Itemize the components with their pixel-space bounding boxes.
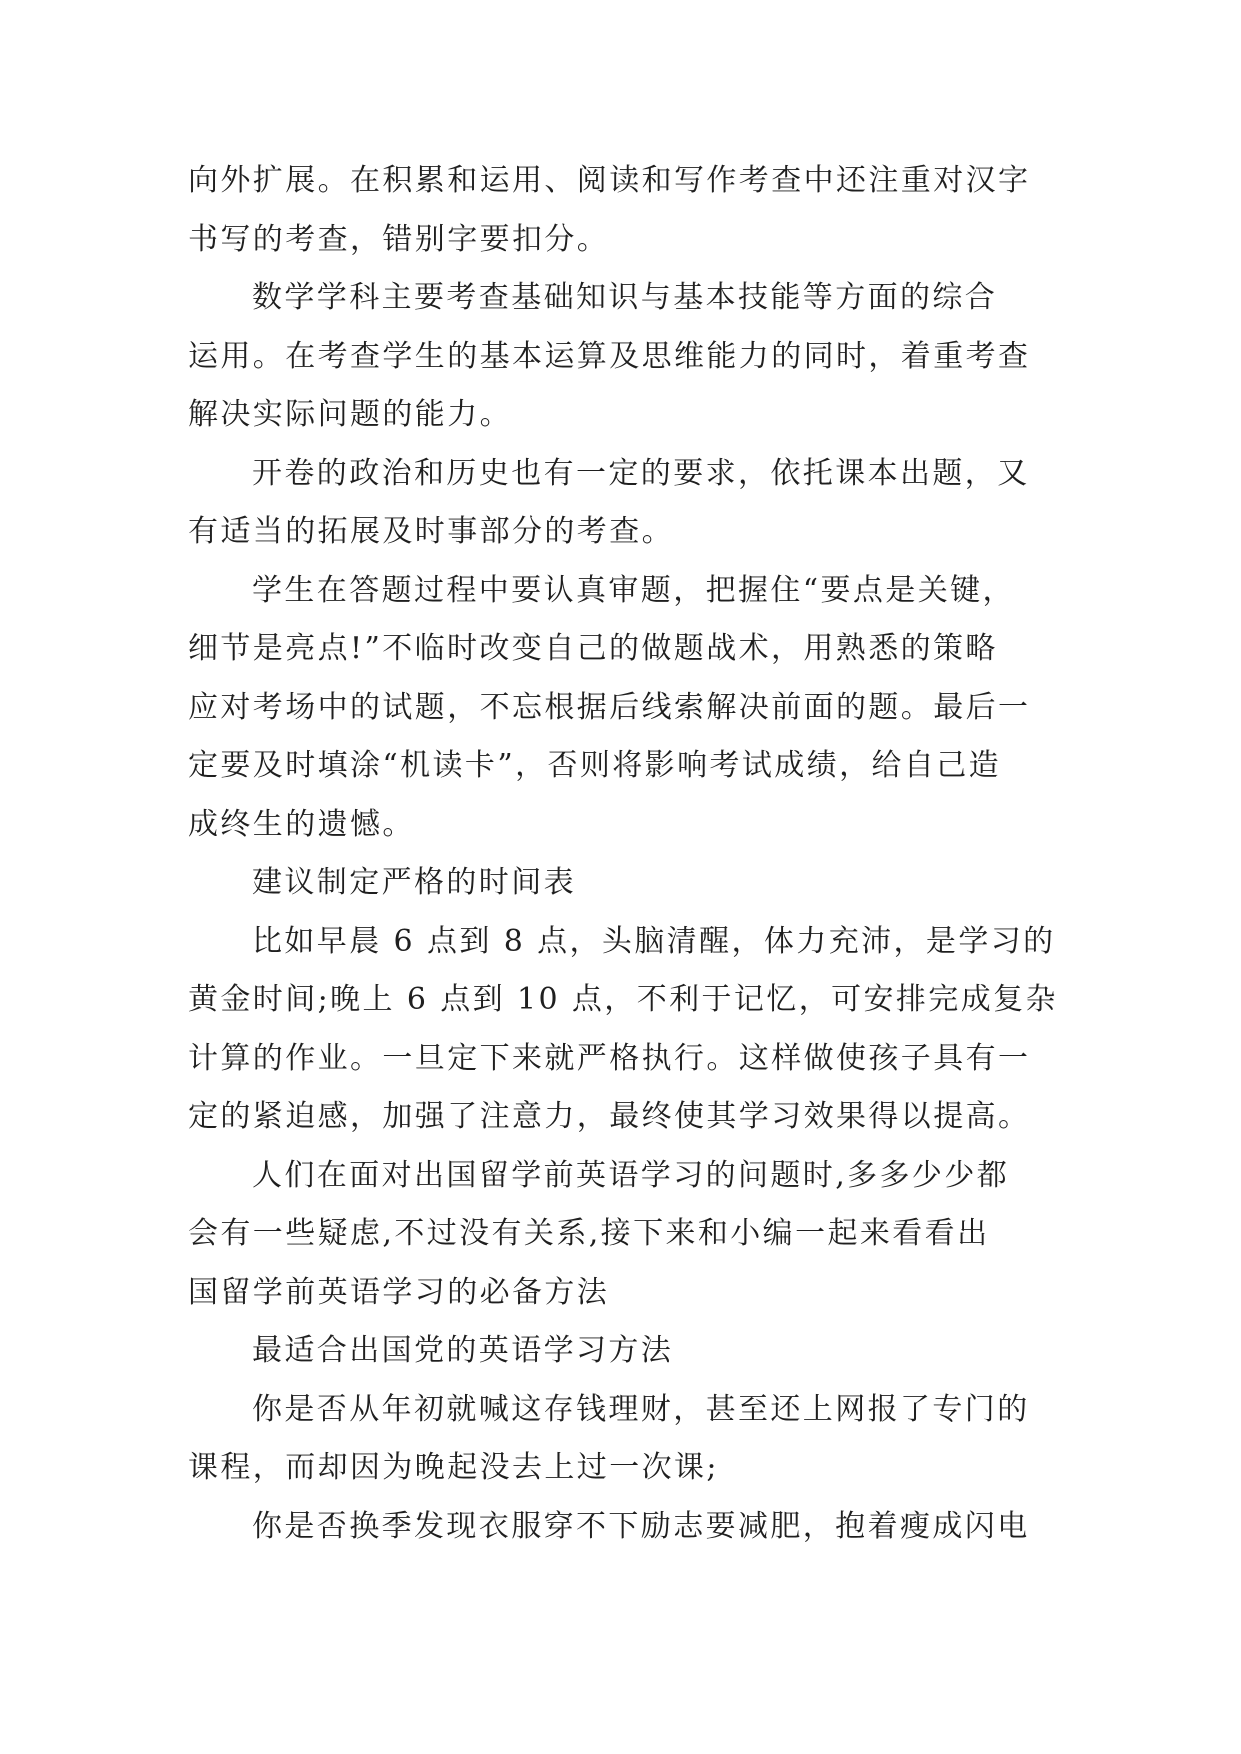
text-line: 解决实际问题的能力。 [188,397,512,432]
paragraph [188,1147,1068,1323]
paragraph [188,1498,1068,1557]
text-line: 建议制定严格的时间表 [252,865,576,900]
text-line: 向外扩展。在积累和运用、阅读和写作考查中还注重对汉字 [188,163,1031,198]
paragraph [188,1381,1068,1498]
text-line: 会有一些疑虑,不过没有关系,接下来和小编一起来看看出 [188,1216,990,1251]
paragraph [188,152,1068,269]
text-line: 成终生的遗憾。 [188,806,415,842]
paragraph [188,445,1068,562]
text-line: 人们在面对出国留学前英语学习的问题时,多多少少都 [252,1157,1010,1193]
section-heading [188,1322,1068,1381]
text-line: 比如早晨 6 点到 8 点，头脑清醒，体力充沛，是学习的 [252,923,1056,959]
text-line: 应对考场中的试题，不忘根据后线索解决前面的题。最后一 [188,689,1031,725]
text-line: 运用。在考查学生的基本运算及思维能力的同时，着重考查 [188,338,1031,374]
text-line: 定的紧迫感，加强了注意力，最终使其学习效果得以提高。 [188,1099,1031,1134]
text-line: 最适合出国党的英语学习方法 [252,1333,674,1368]
section-heading [188,854,1068,913]
text-line: 书写的考查，错别字要扣分。 [188,221,610,257]
text-line: 计算的作业。一旦定下来就严格执行。这样做使孩子具有一 [188,1040,1031,1076]
paragraph [188,913,1068,1147]
text-line: 有适当的拓展及时事部分的考查。 [188,514,674,549]
text-line: 国留学前英语学习的必备方法 [188,1274,610,1310]
text-line: 数学学科主要考查基础知识与基本技能等方面的综合 [252,280,998,315]
text-line: 细节是亮点!”不临时改变自己的做题战术，用熟悉的策略 [188,631,998,666]
paragraph [188,269,1068,445]
text-line: 你是否换季发现衣服穿不下励志要减肥，抱着瘦成闪电 [252,1508,1030,1544]
text-line: 黄金时间;晚上 6 点到 10 点，不利于记忆，可安排完成复杂 [188,982,1058,1017]
paragraph [188,562,1068,855]
text-line: 课程，而却因为晚起没去上过一次课; [188,1450,719,1485]
document-body [188,152,1068,1556]
text-line: 学生在答题过程中要认真审题，把握住“要点是关键， [252,572,1015,608]
text-line: 你是否从年初就喊这存钱理财，甚至还上网报了专门的 [252,1391,1030,1427]
text-line: 定要及时填涂“机读卡”，否则将影响考试成绩，给自己造 [188,748,1002,783]
text-line: 开卷的政治和历史也有一定的要求，依托课本出题，又 [252,455,1030,491]
